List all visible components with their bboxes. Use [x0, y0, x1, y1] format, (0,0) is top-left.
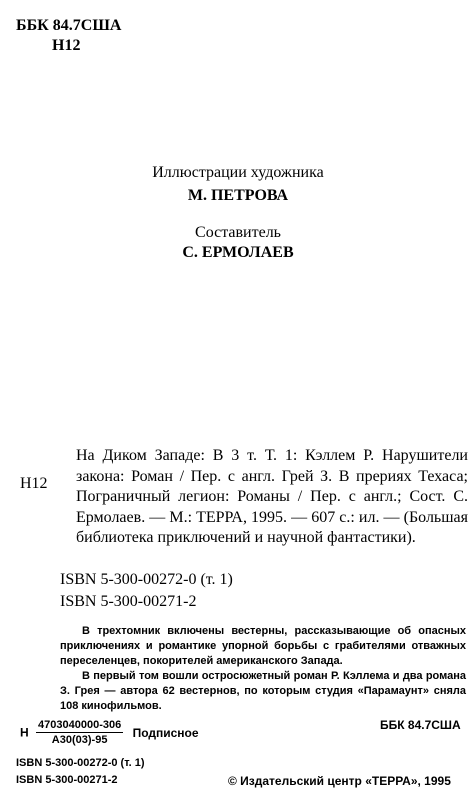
- bbk-code: ББК 84.7США: [16, 17, 122, 34]
- price-denominator: А30(03)-95: [51, 734, 108, 746]
- footer-isbn-volume: ISBN 5-300-00272-0 (т. 1): [16, 757, 145, 769]
- isbn-volume: ISBN 5-300-00272-0 (т. 1): [60, 571, 233, 588]
- annotation: [60, 624, 466, 714]
- annotation-paragraph-2: В первый том вошли остросюжетный роман Р. Кэллема и два романа З. Грея — автора 62 вестернов, по которым студия «Парамаунт» сняла 108 кинофильмов.: [60, 670, 466, 712]
- illustrator-name: М. ПЕТРОВА: [187, 187, 289, 204]
- author-mark: Н12: [20, 475, 48, 492]
- compiler-name: С. ЕРМОЛАЕВ: [182, 244, 294, 261]
- annotation-paragraph-1: В трехтомник включены вестерны, рассказывающие об опасных приключениях и романтике упорной борьбы с грабителями отважных переселенцев, покорителей американского Запада.: [60, 625, 466, 667]
- price-letter: Н: [20, 725, 29, 740]
- author-mark-top: Н12: [52, 37, 81, 54]
- price-fraction: [36, 718, 123, 747]
- bbk-footer: ББК 84.7США: [380, 718, 461, 732]
- bibliographic-description: На Диком Западе: В 3 т. Т. 1: Кэллем Р. Нарушители закона: Роман / Пер. с англ. Грей З. В прериях Техаса; Пограничный легион: Романы / Пер. с англ.; Сост. С. Ермолаев. — М.: ТЕРРА, 1995. — 607 с.: ил. — (Большая библиотека приключений и научной фантастики).: [76, 447, 468, 546]
- bbk-header: [16, 16, 121, 56]
- illustrations-label: Иллюстрации художника: [152, 164, 324, 181]
- publisher-copyright: © Издательский центр «ТЕРРА», 1995: [228, 774, 451, 788]
- compiler-label: Составитель: [195, 224, 281, 241]
- price-numerator: 4703040000-306: [38, 719, 122, 731]
- isbn-set: ISBN 5-300-00271-2: [60, 593, 197, 610]
- price-code: [20, 718, 199, 747]
- subscription-label: Подписное: [132, 725, 199, 740]
- footer-isbn-set: ISBN 5-300-00271-2: [16, 774, 118, 786]
